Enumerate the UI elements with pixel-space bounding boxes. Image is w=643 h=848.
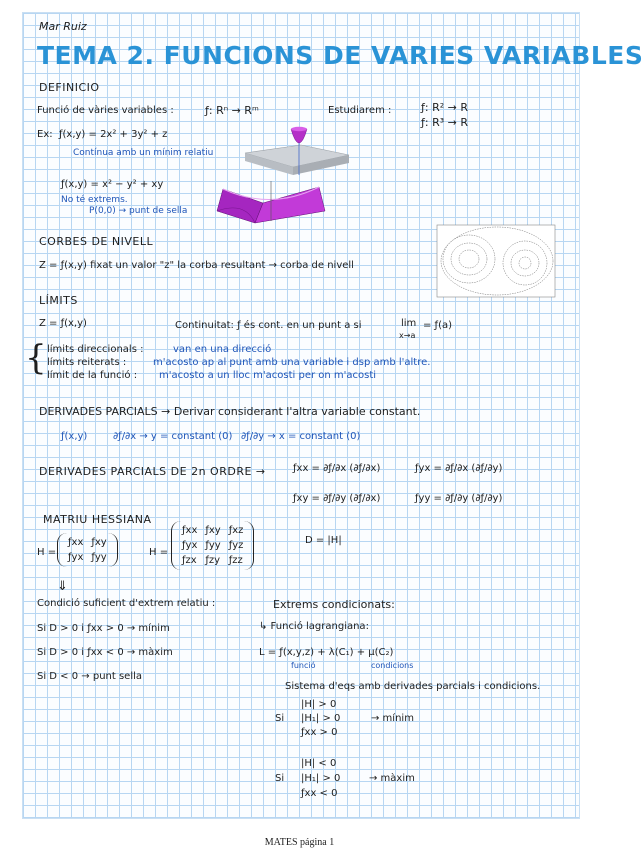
limit-symbol: lim [401,318,417,329]
condicio-minim: Si D > 0 i ƒxx > 0 → mínim [37,623,170,634]
hessian-3x3-label: H = [149,547,169,558]
matrix-cell: ƒxx [182,525,198,536]
limit-funcio-text: m'acosto a un lloc m'acosti per on m'acosti [159,370,377,381]
example-1-note: Contínua amb un mínim relatiu [73,148,214,158]
limits-z: Z = ƒ(x,y) [39,318,87,329]
heading-condicionats: Extrems condicionats: [273,598,395,611]
funcio-label: Funció de vàries variables : [37,105,174,116]
matrix-cell: ƒyx [182,540,198,551]
matrix-cell: ƒzy [205,555,221,566]
sistema-text: Sistema d'eqs amb derivades parcials i condicions. [285,681,541,692]
heading-hessiana: MATRIU HESSIANA [43,513,152,526]
limits-direccionals-text: van en una direcció [173,344,272,355]
min-result: → mínim [371,713,414,724]
example-2-note-1: No té extrems. [61,195,128,205]
example-1-formula: ƒ(x,y) = 2x² + 3y² + z [59,129,168,140]
second-order-fxx: ƒxx = ∂ƒ/∂x (∂ƒ/∂x) [293,463,381,474]
corbes-text: Z = ƒ(x,y) fixat un valor "z" la corba resultant → corba de nivell [39,260,354,271]
estudiarem-r3: ƒ: R³ → R [421,116,468,129]
condicio-maxim: Si D > 0 i ƒxx < 0 → màxim [37,647,173,658]
hessian-2x2-label: H = [37,547,57,558]
page-footer: MATES página 1 [264,837,335,848]
example-2-note-2: P(0,0) → punt de sella [89,206,188,216]
continuitat-text: Continuitat: ƒ és cont. en un punt a si [175,320,362,331]
estudiarem-label: Estudiarem : [328,105,392,116]
matrix-cell: ƒyx [68,552,84,563]
funcio-map: ƒ: Rⁿ → Rᵐ [205,104,259,117]
max-cond-2: |H₁| > 0 [301,773,341,784]
notebook-page [22,12,643,819]
matrix-cell: ƒyz [228,540,244,551]
max-cond-1: |H| < 0 [301,758,337,769]
max-cond-3: ƒxx < 0 [301,788,338,799]
second-order-fxy: ƒxy = ∂ƒ/∂y (∂ƒ/∂x) [293,493,381,504]
limit-rhs: = ƒ(a) [423,320,453,331]
limit-subscript: x→a [399,331,416,340]
estudiarem-r2: ƒ: R² → R [421,101,468,114]
matrix-cell: ƒxz [228,525,244,536]
down-arrow: ⇓ [57,579,68,594]
matrix-cell: ƒxy [91,537,107,548]
matrix-cell: ƒxx [68,537,84,548]
hessian-3x3-matrix [171,521,254,570]
lagrange-funcio-note: funció [291,661,316,670]
saddle-plot [215,181,327,227]
max-result: → màxim [369,773,415,784]
matrix-cell: ƒyy [205,540,221,551]
author-name: Mar Ruiz [39,20,87,33]
heading-definicio: DEFINICIO [39,81,100,94]
min-cond-1: |H| > 0 [301,699,337,710]
derivades-dfdy: ∂ƒ/∂y → x = constant (0) [241,431,361,442]
matrix-cell: ƒxy [205,525,221,536]
limit-funcio-label: límit de la funció : [47,370,138,381]
hessian-determinant: D = |H| [305,535,342,546]
heading-segon-ordre: DERIVADES PARCIALS DE 2n ORDRE → [39,465,266,478]
derivades-dfdx: ∂ƒ/∂x → y = constant (0) [113,431,233,442]
lagrange-label: ↳ Funció lagrangiana: [259,621,369,632]
page-title: TEMA 2. FUNCIONS DE VARIES VARIABLES [37,41,643,70]
lagrange-formula: L = ƒ(x,y,z) + λ(C₁) + μ(C₂) [259,647,394,658]
condicio-sella: Si D < 0 → punt sella [37,671,143,682]
second-order-fyy: ƒyy = ∂ƒ/∂y (∂ƒ/∂y) [415,493,503,504]
heading-condicio: Condició suficient d'extrem relatiu : [37,598,216,609]
heading-derivades: DERIVADES PARCIALS → Derivar considerant l'altra variable constant. [39,405,421,418]
left-brace: { [25,338,47,378]
lagrange-condicions-note: condicions [371,661,414,670]
min-cond-2: |H₁| > 0 [301,713,341,724]
si-minim: Si [275,713,285,724]
limits-reiterats-text: m'acosto ap al punt amb una variable i dsp amb l'altre. [153,357,431,368]
contour-plot [437,225,555,297]
paraboloid-plot [241,123,353,179]
example-2-formula: ƒ(x,y) = x² − y² + xy [61,179,164,190]
matrix-cell: ƒyy [91,552,107,563]
min-cond-3: ƒxx > 0 [301,727,338,738]
second-order-fyx: ƒyx = ∂ƒ/∂x (∂ƒ/∂y) [415,463,503,474]
heading-corbes: CORBES DE NIVELL [39,235,154,248]
limits-direccionals-label: límits direccionals : [47,344,144,355]
matrix-cell: ƒzx [182,555,197,566]
limits-reiterats-label: límits reiterats : [47,357,127,368]
matrix-cell: ƒzz [228,555,243,566]
example-label: Ex: [37,129,53,140]
derivades-fxy: ƒ(x,y) [61,431,88,442]
hessian-2x2-matrix [57,533,118,567]
heading-limits: LÍMITS [39,294,78,307]
si-maxim: Si [275,773,285,784]
